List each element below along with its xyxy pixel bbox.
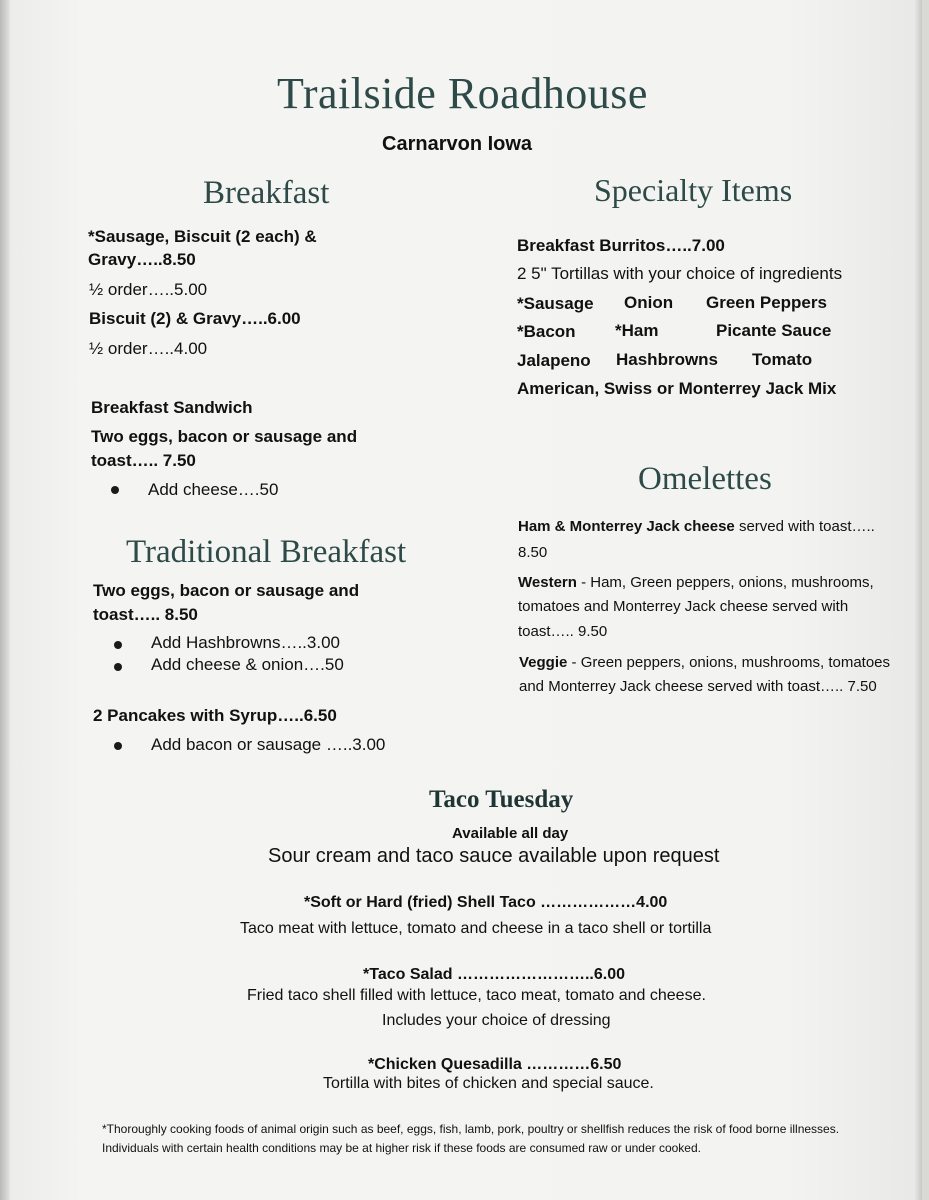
sandwich-title: Breakfast Sandwich: [91, 398, 253, 417]
taco-salad-item: *Taco Salad ……………………..6.00: [363, 966, 625, 983]
omelette-desc: and Monterrey Jack cheese served with toast….. 7.50: [519, 678, 877, 695]
taco-salad-desc: Fried taco shell filled with lettuce, taco meat, tomato and cheese.: [247, 987, 706, 1004]
ingredient: Green Peppers: [706, 293, 827, 312]
ingredient: *Bacon: [517, 322, 576, 341]
addon-item: Add cheese & onion….50: [151, 655, 344, 674]
ingredient: Jalapeno: [517, 351, 591, 370]
food-safety-disclaimer: Individuals with certain health conditions may be at higher risk if these foods are consumed raw or under cooked.: [102, 1141, 701, 1155]
taco-item-desc: Taco meat with lettuce, tomato and cheese in a taco shell or tortilla: [240, 920, 712, 937]
omelette-western: [518, 574, 874, 591]
half-order-price: ½ order…..4.00: [89, 339, 208, 358]
traditional-desc: Two eggs, bacon or sausage and: [93, 581, 360, 600]
omelette-name: Veggie: [519, 654, 568, 671]
sandwich-desc: Two eggs, bacon or sausage and: [91, 427, 358, 446]
omelette-name: Ham & Monterrey Jack cheese: [518, 518, 735, 535]
half-order-price: ½ order…..5.00: [89, 280, 208, 299]
sandwich-price: toast….. 7.50: [91, 451, 196, 470]
addon-item: Add cheese….50: [148, 480, 279, 499]
specialty-heading: Specialty Items: [594, 172, 793, 208]
traditional-price: toast….. 8.50: [93, 605, 198, 624]
taco-availability: Available all day: [452, 825, 569, 842]
taco-heading: Taco Tuesday: [429, 786, 574, 813]
pancakes-item: 2 Pancakes with Syrup…..6.50: [93, 706, 337, 725]
omelette-desc: - Green peppers, onions, mushrooms, tomatoes: [567, 654, 891, 671]
quesadilla-desc: Tortilla with bites of chicken and special sauce.: [323, 1075, 654, 1092]
taco-note: Sour cream and taco sauce available upon request: [268, 845, 720, 867]
bullet-icon: [111, 486, 119, 494]
ingredient: Tomato: [752, 350, 813, 369]
restaurant-title: Trailside Roadhouse: [277, 69, 648, 118]
taco-item: *Soft or Hard (fried) Shell Taco ………………4.00: [304, 894, 668, 911]
traditional-heading: Traditional Breakfast: [126, 534, 407, 570]
ingredient: Onion: [624, 293, 674, 312]
restaurant-location: Carnarvon Iowa: [382, 133, 533, 155]
ingredient: Hashbrowns: [616, 350, 719, 369]
menu-item-name: Biscuit (2) & Gravy…..6.00: [89, 309, 301, 328]
quesadilla-item: *Chicken Quesadilla …………6.50: [368, 1056, 622, 1073]
burritos-item: Breakfast Burritos…..7.00: [517, 236, 725, 255]
omelette-ham: [518, 518, 875, 535]
taco-salad-desc: Includes your choice of dressing: [382, 1012, 611, 1029]
ingredient: *Sausage: [517, 294, 594, 313]
menu-item-price: Gravy…..8.50: [88, 250, 196, 269]
ingredient: American, Swiss or Monterrey Jack Mix: [517, 379, 837, 398]
food-safety-disclaimer: *Thoroughly cooking foods of animal origin such as beef, eggs, fish, lamb, pork, poultry or shellfish reduces the risk of food borne illnesses.: [102, 1122, 840, 1136]
addon-item: Add Hashbrowns…..3.00: [151, 633, 340, 652]
addon-item: Add bacon or sausage …..3.00: [151, 735, 386, 754]
bullet-icon: [114, 641, 122, 649]
menu-item-name: *Sausage, Biscuit (2 each) &: [88, 227, 317, 246]
ingredient: Picante Sauce: [716, 321, 832, 340]
bullet-icon: [114, 742, 122, 750]
omelette-name: Western: [518, 574, 577, 591]
omelette-price: 8.50: [518, 544, 548, 561]
omelette-veggie: [519, 654, 890, 671]
ingredient: *Ham: [615, 321, 659, 340]
page-edge-right: [915, 0, 922, 1200]
omelettes-heading: Omelettes: [638, 461, 772, 497]
bullet-icon: [114, 663, 122, 671]
omelette-desc: served with toast…..: [734, 518, 875, 535]
omelette-price: toast….. 9.50: [518, 623, 608, 640]
burritos-desc: 2 5" Tortillas with your choice of ingredients: [517, 264, 843, 283]
omelette-desc: tomatoes and Monterrey Jack cheese served with: [518, 598, 849, 615]
page-edge: [0, 0, 10, 1200]
breakfast-heading: Breakfast: [203, 175, 330, 211]
omelette-desc: - Ham, Green peppers, onions, mushrooms,: [576, 574, 874, 591]
